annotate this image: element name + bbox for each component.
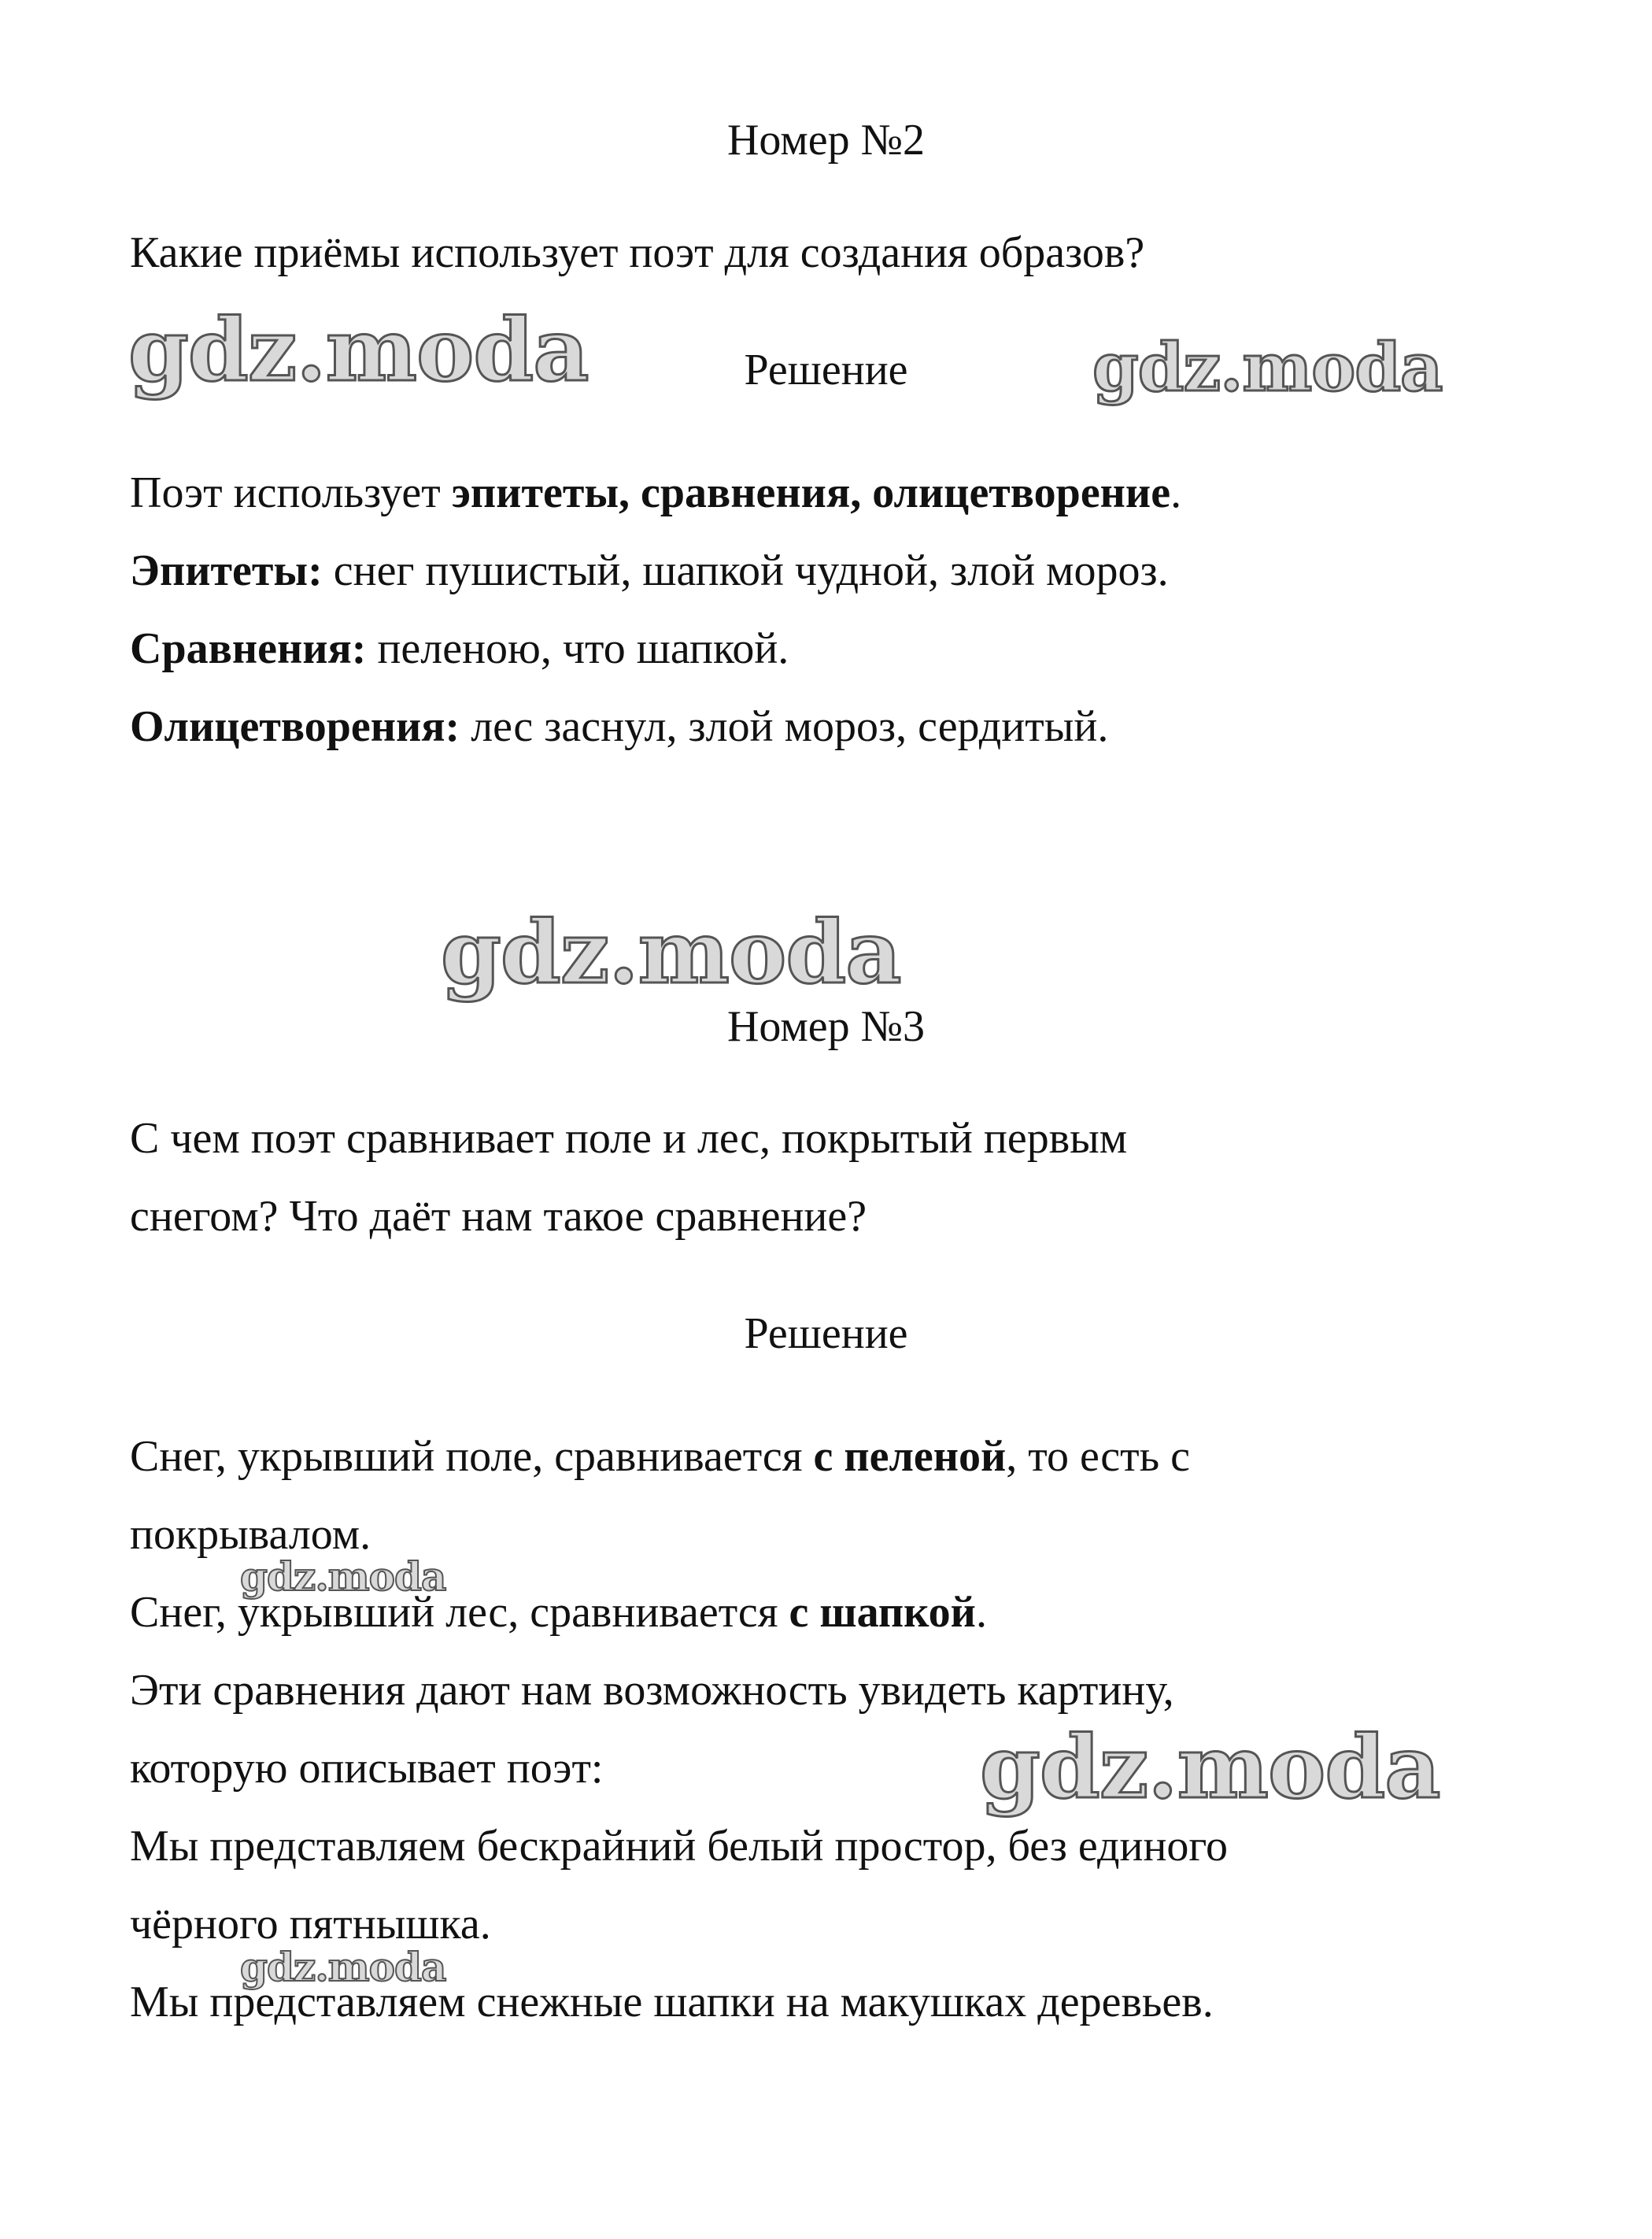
personifications-label: Олицетворения: xyxy=(130,702,460,751)
watermark-logo-1: gdz.moda xyxy=(128,299,589,401)
section3-question-line2: снегом? Что даёт нам такое сравнение? xyxy=(130,1192,867,1241)
watermark-logo-5: gdz.moda xyxy=(980,1716,1440,1818)
section3-answer-line3 xyxy=(130,1588,987,1637)
answer-text: Снег, укрывший поле, сравнивается xyxy=(130,1432,814,1481)
section2-solution-label: Решение xyxy=(744,346,908,394)
personifications-text: лес заснул, злой мороз, сердитый. xyxy=(460,702,1109,751)
answer-text: . xyxy=(1170,468,1182,517)
watermark-logo-3: gdz.moda xyxy=(441,901,901,1003)
section2-question: Какие приёмы использует поэт для создания образов? xyxy=(130,228,1145,277)
watermark-logo-2: gdz.moda xyxy=(1092,328,1443,406)
section3-answer-line1 xyxy=(130,1432,1190,1481)
section3-answer-line8: Мы представляем снежные шапки на макушках деревьев. xyxy=(130,1978,1214,2026)
section3-answer-line5: которую описывает поэт: xyxy=(130,1744,604,1793)
watermark-logo-4: gdz.moda xyxy=(240,1553,446,1600)
section2-personifications xyxy=(130,702,1109,751)
answer-text: , то есть с xyxy=(1006,1432,1190,1481)
answer-bold: эпитеты, сравнения, олицетворение xyxy=(451,468,1171,517)
section3-answer-line4: Эти сравнения дают нам возможность увидеть картину, xyxy=(130,1666,1174,1715)
section3-number: Номер №3 xyxy=(726,1002,926,1051)
answer-text: Поэт использует xyxy=(130,468,452,517)
section2-answer-line1 xyxy=(130,468,1182,517)
section2-comparisons xyxy=(130,624,789,673)
epithets-label: Эпитеты: xyxy=(130,546,323,595)
answer-text: Снег, укрывший лес, сравнивается xyxy=(130,1588,789,1637)
section3-question-line1: С чем поэт сравнивает поле и лес, покрытый первым xyxy=(130,1114,1128,1163)
section3-answer-line6: Мы представляем бескрайний белый простор, без единого xyxy=(130,1822,1228,1871)
answer-bold: с шапкой xyxy=(789,1588,976,1637)
comparisons-label: Сравнения: xyxy=(130,624,367,673)
section3-solution-label: Решение xyxy=(744,1309,908,1358)
section3-answer-line7: чёрного пятнышка. xyxy=(130,1900,491,1948)
answer-bold: с пеленой xyxy=(813,1432,1007,1481)
watermark-logo-6: gdz.moda xyxy=(240,1944,446,1990)
section3-answer-line2: покрывалом. xyxy=(130,1510,371,1559)
comparisons-text: пеленою, что шапкой. xyxy=(366,624,789,673)
section2-number: Номер №2 xyxy=(726,116,926,165)
epithets-text: снег пушистый, шапкой чудной, злой мороз. xyxy=(322,546,1169,595)
answer-text: . xyxy=(975,1588,987,1637)
section2-epithets xyxy=(130,546,1169,595)
